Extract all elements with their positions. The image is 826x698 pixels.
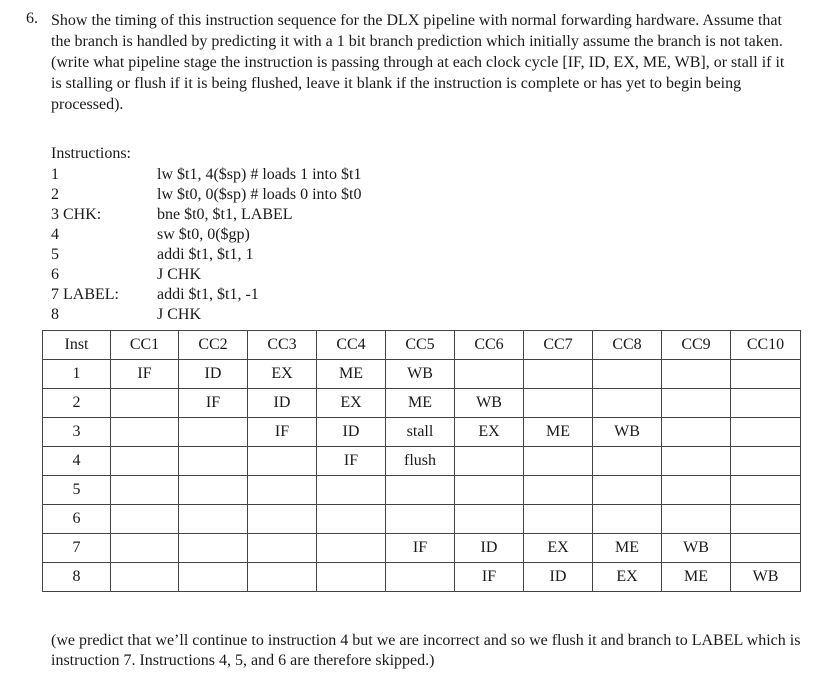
table-cell bbox=[317, 534, 386, 563]
table-cell: ID bbox=[317, 418, 386, 447]
column-header: CC6 bbox=[455, 331, 524, 360]
table-cell: stall bbox=[386, 418, 455, 447]
table-cell bbox=[317, 505, 386, 534]
table-cell bbox=[593, 476, 662, 505]
table-cell bbox=[662, 360, 731, 389]
table-row bbox=[43, 360, 801, 389]
table-cell bbox=[317, 476, 386, 505]
table-cell: IF bbox=[179, 389, 248, 418]
table-cell: 8 bbox=[43, 563, 111, 592]
table-cell bbox=[248, 476, 317, 505]
table-cell: ID bbox=[524, 563, 593, 592]
table-cell bbox=[386, 505, 455, 534]
table-cell bbox=[111, 563, 179, 592]
instruction-label: 3 CHK: bbox=[51, 206, 102, 223]
table-cell: 7 bbox=[43, 534, 111, 563]
column-header: CC3 bbox=[248, 331, 317, 360]
instruction-line bbox=[51, 186, 651, 206]
table-cell: IF bbox=[317, 447, 386, 476]
table-cell: ME bbox=[386, 389, 455, 418]
table-row bbox=[43, 389, 801, 418]
table-cell bbox=[662, 418, 731, 447]
instruction-code: bne $t0, $t1, LABEL bbox=[157, 206, 293, 223]
column-header: CC5 bbox=[386, 331, 455, 360]
table-cell bbox=[248, 534, 317, 563]
table-cell: IF bbox=[248, 418, 317, 447]
table-cell bbox=[248, 447, 317, 476]
table-cell bbox=[593, 505, 662, 534]
instruction-code: lw $t0, 0($sp) # loads 0 into $t0 bbox=[157, 186, 362, 203]
table-cell: WB bbox=[386, 360, 455, 389]
instruction-code: sw $t0, 0($gp) bbox=[157, 226, 250, 243]
instruction-line bbox=[51, 206, 651, 226]
pipeline-table bbox=[42, 330, 801, 592]
table-cell bbox=[179, 563, 248, 592]
table-cell bbox=[524, 447, 593, 476]
table-cell bbox=[662, 505, 731, 534]
table-cell: 1 bbox=[43, 360, 111, 389]
instructions-title: Instructions: bbox=[51, 145, 131, 162]
column-header: CC4 bbox=[317, 331, 386, 360]
instruction-label: 7 LABEL: bbox=[51, 286, 119, 303]
table-cell bbox=[731, 418, 801, 447]
table-cell: IF bbox=[111, 360, 179, 389]
table-cell: IF bbox=[455, 563, 524, 592]
column-header: CC7 bbox=[524, 331, 593, 360]
table-cell bbox=[455, 360, 524, 389]
table-cell: EX bbox=[593, 563, 662, 592]
instruction-label: 8 bbox=[51, 306, 59, 323]
instruction-line bbox=[51, 266, 651, 286]
column-header: CC8 bbox=[593, 331, 662, 360]
table-row bbox=[43, 418, 801, 447]
instruction-line bbox=[51, 306, 651, 326]
table-cell bbox=[317, 563, 386, 592]
table-cell bbox=[455, 505, 524, 534]
instruction-label: 5 bbox=[51, 246, 59, 263]
table-cell bbox=[731, 447, 801, 476]
instruction-code: J CHK bbox=[157, 266, 202, 283]
table-cell bbox=[179, 447, 248, 476]
table-cell bbox=[731, 389, 801, 418]
table-cell: WB bbox=[455, 389, 524, 418]
table-cell bbox=[111, 476, 179, 505]
table-cell bbox=[731, 534, 801, 563]
question-number: 6. bbox=[26, 10, 38, 27]
table-cell bbox=[111, 447, 179, 476]
table-cell bbox=[386, 563, 455, 592]
table-cell: EX bbox=[524, 534, 593, 563]
table-cell: EX bbox=[248, 360, 317, 389]
table-cell bbox=[593, 389, 662, 418]
table-cell bbox=[179, 418, 248, 447]
table-row bbox=[43, 476, 801, 505]
column-header: CC2 bbox=[179, 331, 248, 360]
table-cell bbox=[731, 476, 801, 505]
table-cell bbox=[386, 476, 455, 505]
table-cell: 2 bbox=[43, 389, 111, 418]
column-header: CC1 bbox=[111, 331, 179, 360]
table-cell bbox=[662, 476, 731, 505]
table-cell: ID bbox=[455, 534, 524, 563]
table-cell: ME bbox=[524, 418, 593, 447]
table-cell bbox=[455, 447, 524, 476]
table-cell bbox=[111, 534, 179, 563]
table-cell bbox=[248, 505, 317, 534]
table-cell: 3 bbox=[43, 418, 111, 447]
table-cell bbox=[111, 505, 179, 534]
table-cell: flush bbox=[386, 447, 455, 476]
table-cell bbox=[524, 476, 593, 505]
instruction-code: lw $t1, 4($sp) # loads 1 into $t1 bbox=[157, 166, 362, 183]
question-text: Show the timing of this instruction sequence for the DLX pipeline with normal forwarding hardware. Assume that the branch is handled by predicting it with a 1 bit branch prediction which initially assume the branch is not taken. (write what pipeline stage the instruction is passing through at each clock cycle [IF, ID, EX, ME, WB], or stall if it is stalling or flush if it is being flushed, leave it blank if the instruction is complete or has yet to begin being processed). bbox=[51, 12, 785, 113]
instruction-line bbox=[51, 166, 651, 186]
table-header-row bbox=[43, 331, 801, 360]
instruction-label: 1 bbox=[51, 166, 59, 183]
table-cell: 6 bbox=[43, 505, 111, 534]
table-cell: ME bbox=[593, 534, 662, 563]
column-header: CC9 bbox=[662, 331, 731, 360]
table-row bbox=[43, 505, 801, 534]
table-cell bbox=[179, 534, 248, 563]
instruction-label: 4 bbox=[51, 226, 59, 243]
table-row bbox=[43, 563, 801, 592]
instruction-line bbox=[51, 226, 651, 246]
table-cell: ID bbox=[248, 389, 317, 418]
table-cell bbox=[111, 418, 179, 447]
table-cell: 4 bbox=[43, 447, 111, 476]
instruction-label: 2 bbox=[51, 186, 59, 203]
table-cell bbox=[662, 389, 731, 418]
table-cell: ME bbox=[317, 360, 386, 389]
table-cell: IF bbox=[386, 534, 455, 563]
answer-note: (we predict that we’ll continue to instruction 4 but we are incorrect and so we flush it and branch to LABEL which is instruction 7. Instructions 4, 5, and 6 are therefore skipped.) bbox=[51, 632, 801, 669]
table-cell bbox=[455, 476, 524, 505]
column-header: CC10 bbox=[731, 331, 801, 360]
table-cell: WB bbox=[593, 418, 662, 447]
table-cell bbox=[731, 360, 801, 389]
column-header: Inst bbox=[43, 331, 111, 360]
table-cell bbox=[524, 360, 593, 389]
table-cell bbox=[593, 360, 662, 389]
table-row bbox=[43, 447, 801, 476]
table-cell bbox=[662, 447, 731, 476]
table-cell bbox=[524, 389, 593, 418]
table-cell bbox=[179, 476, 248, 505]
table-cell bbox=[248, 563, 317, 592]
instruction-line bbox=[51, 246, 651, 266]
instruction-code: addi $t1, $t1, -1 bbox=[157, 286, 259, 303]
table-cell: ID bbox=[179, 360, 248, 389]
table-cell bbox=[731, 505, 801, 534]
instruction-code: addi $t1, $t1, 1 bbox=[157, 246, 254, 263]
table-cell: 5 bbox=[43, 476, 111, 505]
table-cell bbox=[111, 389, 179, 418]
table-cell: EX bbox=[317, 389, 386, 418]
instruction-line bbox=[51, 286, 651, 306]
table-cell bbox=[179, 505, 248, 534]
table-cell bbox=[593, 447, 662, 476]
instruction-code: J CHK bbox=[157, 306, 202, 323]
table-row bbox=[43, 534, 801, 563]
table-cell: ME bbox=[662, 563, 731, 592]
table-cell: EX bbox=[455, 418, 524, 447]
table-cell: WB bbox=[662, 534, 731, 563]
instruction-label: 6 bbox=[51, 266, 59, 283]
table-cell: WB bbox=[731, 563, 801, 592]
table-cell bbox=[524, 505, 593, 534]
